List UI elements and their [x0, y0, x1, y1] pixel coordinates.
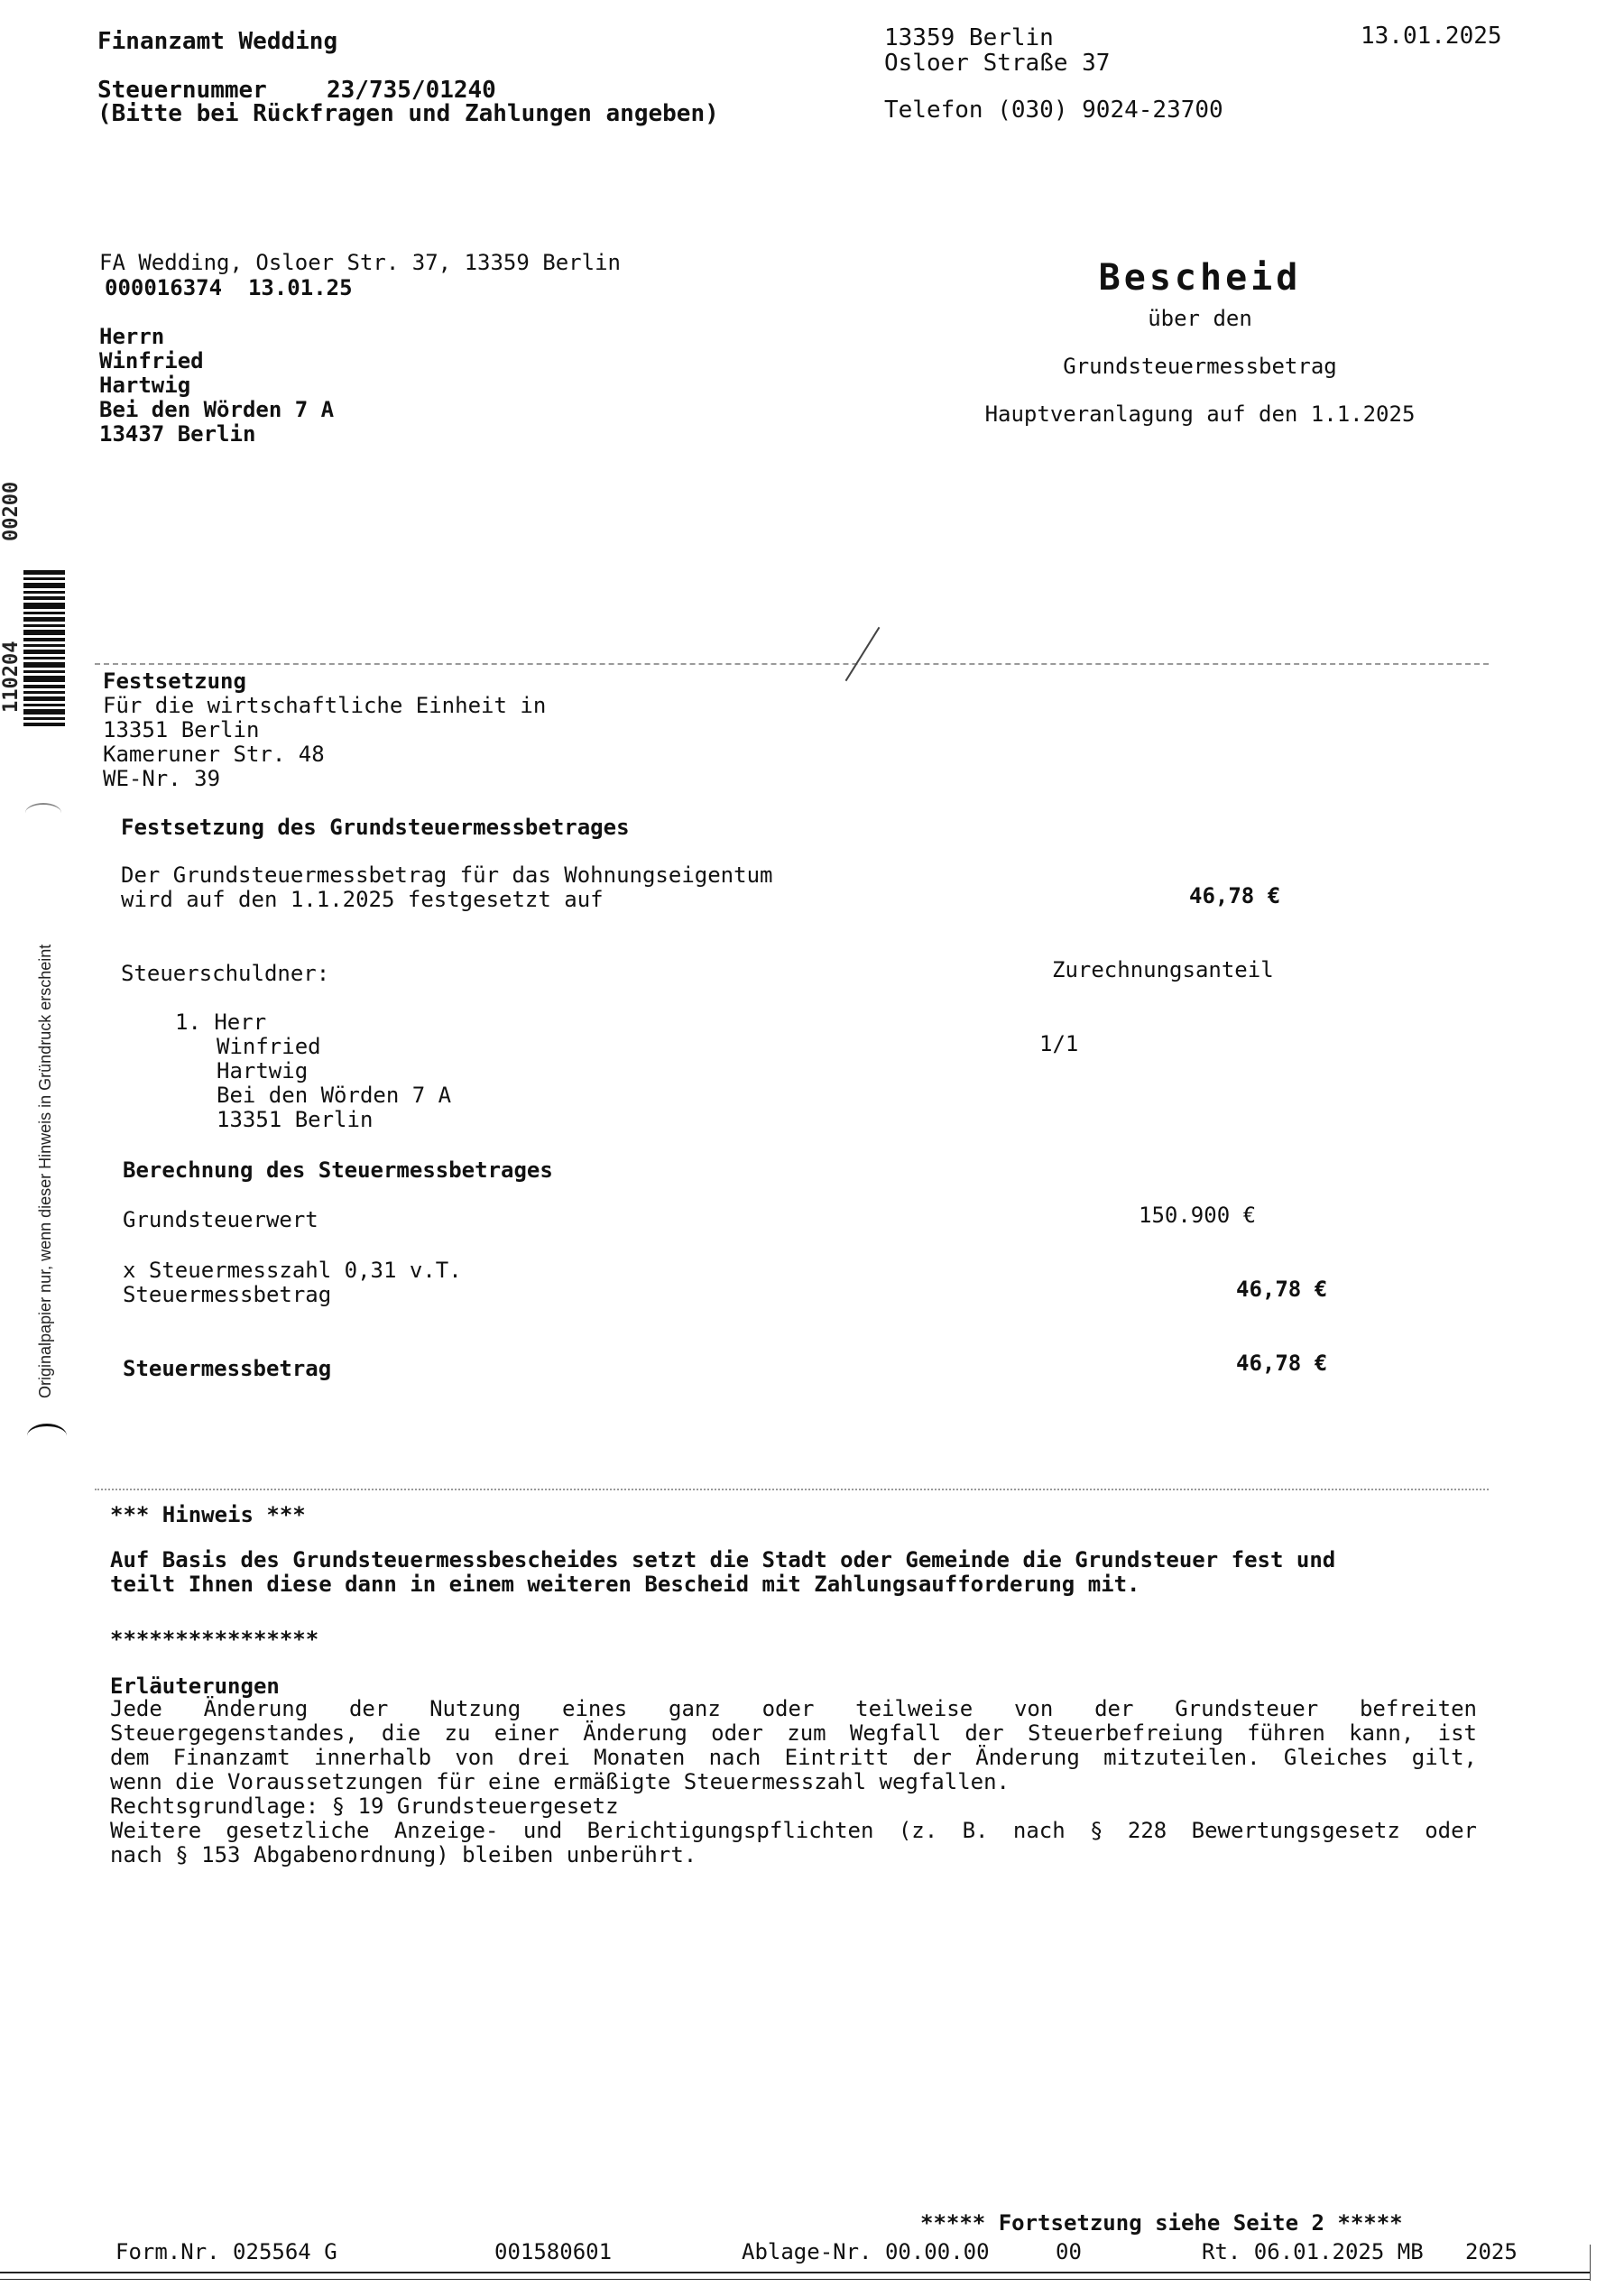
notice-heading: *** Hinweis *** [110, 1502, 306, 1527]
side-number: 00200 [0, 481, 23, 541]
decision-block [884, 254, 1516, 427]
explanations-text [110, 1697, 1477, 1867]
share-value: 1/1 [1039, 1031, 1079, 1056]
share-label: Zurechnungsanteil [1052, 957, 1274, 982]
explanation-line: Weitere gesetzliche Anzeige- und Berichtigungspflichten (z. B. nach § 228 Bewertungsgesetz oder [110, 1818, 1477, 1843]
barcode-bar [23, 685, 65, 688]
decision-subtitle: über den [1148, 306, 1252, 331]
barcode-bar [23, 603, 65, 609]
total-label: Steuermessbetrag [123, 1356, 332, 1381]
notice-line: teilt Ihnen diese dann in einem weiteren Bescheid mit Zahlungsaufforderung mit. [110, 1572, 1140, 1597]
debtor-line: Winfried [217, 1034, 321, 1059]
filing-number: Ablage-Nr. 00.00.00 [742, 2239, 990, 2264]
barcode-bar [23, 650, 65, 654]
recipient-line: Hartwig [99, 373, 191, 398]
recipient-line: Bei den Wörden 7 A [99, 397, 335, 422]
notice-stars: **************** [110, 1627, 319, 1652]
explanation-line: wenn die Voraussetzungen für eine ermäßigte Steuermesszahl wegfallen. [110, 1769, 1010, 1794]
recipient-address [99, 325, 334, 447]
explanation-line: Jede Änderung der Nutzung eines ganz oder teilweise von der Grundsteuer befreiten [110, 1696, 1477, 1721]
barcode-bar [23, 691, 65, 694]
reference-note: (Bitte bei Rückfragen und Zahlungen angeben) [97, 100, 719, 127]
barcode-bar [23, 596, 65, 600]
barcode-bar [23, 662, 65, 668]
explanation-line: Steuergegenstandes, die zu einer Änderung oder zum Wegfall der Steuerbefreiung führen kann, ist [110, 1720, 1477, 1746]
barcode-bar [23, 624, 65, 627]
recipient-line: Winfried [99, 348, 204, 373]
tax-number: 23/735/01240 [327, 77, 496, 104]
debtor-line: 13351 Berlin [217, 1107, 374, 1132]
recipient-line: Herrn [99, 324, 165, 349]
rt-reference: Rt. 06.01.2025 MB [1202, 2239, 1424, 2264]
recipient-line: 13437 Berlin [99, 421, 256, 447]
debtor-line: Hartwig [217, 1058, 309, 1083]
form-code: 001580601 [494, 2239, 613, 2264]
separator [95, 663, 1489, 665]
section-title: Festsetzung des Grundsteuermessbetrages [121, 815, 630, 840]
barcode-bar [23, 630, 65, 635]
explanation-line: nach § 153 Abgabenordnung) bleiben unberührt. [110, 1842, 697, 1867]
office-name: Finanzamt Wedding [97, 28, 338, 55]
filing-suffix: 00 [1056, 2239, 1082, 2264]
sender-line: FA Wedding, Osloer Str. 37, 13359 Berlin [99, 250, 621, 275]
barcode-bar [23, 723, 65, 726]
decision-assessment: Hauptveranlagung auf den 1.1.2025 [984, 401, 1416, 427]
bottom-rule [0, 2279, 1590, 2280]
explanation-line: dem Finanzamt innerhalb von drei Monaten nach Eintritt der Änderung mitzuteilen. Gleiches gilt, [110, 1745, 1477, 1770]
original-paper-note: Originalpapier nur, wenn dieser Hinweis in Gründruck erscheint [36, 944, 54, 1398]
subtotal-amount: 46,78 € [1236, 1277, 1328, 1302]
barcode-bar [23, 657, 65, 659]
side-ornament [25, 803, 61, 823]
total-amount: 46,78 € [1236, 1351, 1328, 1376]
footer-year: 2025 [1465, 2239, 1518, 2264]
decision-subject: Grundsteuermessbetrag [1063, 354, 1337, 379]
assessment-unit [103, 669, 546, 791]
barcode-bar [23, 676, 65, 682]
document-date: 13.01.2025 [1361, 23, 1502, 50]
decision-title: Bescheid [1098, 257, 1302, 299]
assessment-heading: Festsetzung [103, 669, 246, 694]
barcode-bar [23, 612, 65, 614]
bottom-rule [0, 2272, 1590, 2273]
barcode-bar [23, 670, 65, 673]
debtor-label: Steuerschuldner: [121, 961, 330, 986]
rate-label: x Steuermesszahl 0,31 v.T. [123, 1258, 462, 1283]
form-number: Form.Nr. 025564 G [115, 2239, 337, 2264]
calculation-title: Berechnung des Steuermessbetrages [123, 1157, 553, 1183]
side-ornament [27, 1424, 67, 1448]
barcode-bar [23, 617, 65, 622]
office-street: Osloer Straße 37 [884, 50, 1111, 77]
unit-line: WE-Nr. 39 [103, 766, 221, 791]
office-phone: Telefon (030) 9024-23700 [884, 97, 1223, 124]
barcode-bar [23, 709, 65, 715]
subtotal-label: Steuermessbetrag [123, 1282, 332, 1307]
unit-line: Kameruner Str. 48 [103, 742, 325, 767]
explanations-heading: Erläuterungen [110, 1674, 280, 1699]
barcode-bar [23, 638, 65, 641]
sender-reference: 000016374 13.01.25 [105, 275, 353, 300]
barcode-bar [23, 704, 65, 706]
separator [95, 1489, 1489, 1490]
debtor-line: Bei den Wörden 7 A [217, 1083, 452, 1108]
legal-basis: Rechtsgrundlage: § 19 Grundsteuergesetz [110, 1793, 619, 1819]
continuation-note: ***** Fortsetzung siehe Seite 2 ***** [920, 2210, 1403, 2236]
barcode [23, 570, 65, 729]
bottom-edge [1590, 2245, 1591, 2281]
debtor-line: 1. Herr [175, 1010, 267, 1035]
barcode-bar [23, 570, 65, 575]
notice-line: Auf Basis des Grundsteuermessbescheides setzt die Stadt oder Gemeinde die Grundsteuer fest und [110, 1547, 1336, 1572]
barcode-bar [23, 591, 65, 594]
tax-value-label: Grundsteuerwert [123, 1207, 318, 1232]
tax-value: 150.900 € [1139, 1203, 1257, 1228]
notice-text [110, 1548, 1477, 1597]
tax-number-label: Steuernummer [97, 77, 267, 104]
check-mark [845, 627, 881, 681]
barcode-bar [23, 696, 65, 701]
barcode-bar [23, 644, 65, 647]
office-city: 13359 Berlin [884, 24, 1054, 51]
unit-line: 13351 Berlin [103, 717, 260, 742]
unit-line: Für die wirtschaftliche Einheit in [103, 693, 547, 718]
barcode-bar [23, 583, 65, 588]
amount-text: Der Grundsteuermessbetrag für das Wohnungseigentum [121, 862, 773, 888]
assessed-amount: 46,78 € [1189, 883, 1281, 908]
barcode-bar [23, 577, 65, 580]
amount-text: wird auf den 1.1.2025 festgesetzt auf [121, 887, 604, 912]
side-number: 110204 [0, 641, 23, 713]
barcode-bar [23, 717, 65, 720]
